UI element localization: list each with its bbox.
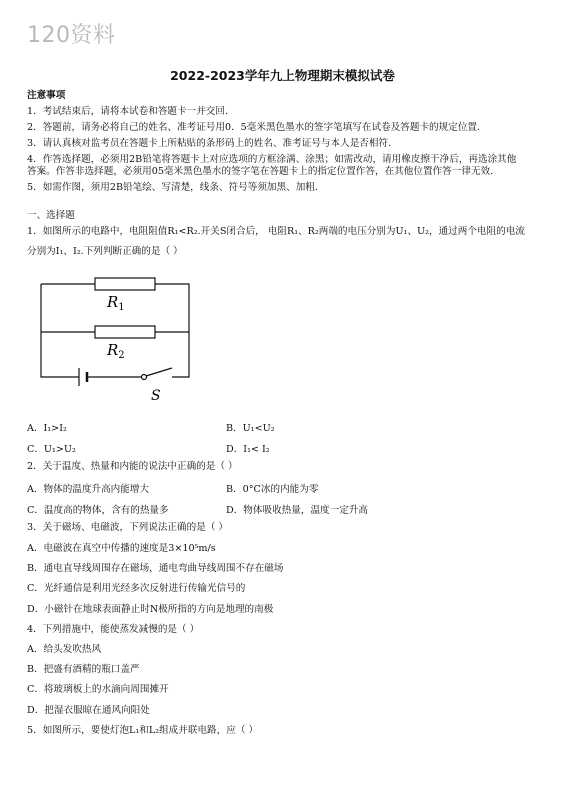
switch-contact — [142, 375, 147, 380]
notice-heading: 注意事项 — [27, 90, 66, 101]
section-heading: 一、选择题 — [27, 210, 75, 221]
q4-option-b: B．把盛有酒精的瓶口盖严 — [27, 664, 140, 675]
circuit-wire-left — [41, 284, 79, 377]
q1-stem-line1: 1．如图所示的电路中，电阻阻值R₁<R₂.开关S闭合后， 电阻R₁、R₂两端的电压分别为U₁、U₂，通过两个电阻的电流 — [27, 226, 525, 237]
resistor-r2 — [95, 326, 155, 338]
q1-option-b: B．U₁<U₂ — [226, 423, 275, 434]
switch-label: S — [151, 388, 161, 404]
watermark: 120资料 — [27, 23, 116, 48]
q1-option-d: D．I₁< I₂ — [226, 444, 270, 455]
notice-item: 1．考试结束后，请将本试卷和答题卡一并交回. — [27, 106, 229, 117]
notice-item: 2．答题前，请务必将自己的姓名、准考证号用0．5毫米黑色墨水的签字笔填写在试卷及答题卡的规定位置. — [27, 122, 481, 133]
q1-stem-line2: 分别为I₁、I₂.下列判断正确的是（ ） — [27, 246, 183, 257]
resistor-r1 — [95, 278, 155, 290]
q3-option-c: C．光纤通信是利用光经多次反射进行传输光信号的 — [27, 583, 246, 594]
q2-option-a: A．物体的温度升高内能增大 — [27, 484, 150, 495]
q4-option-d: D．把湿衣服晾在通风向阳处 — [27, 705, 150, 716]
q3-stem: 3．关于磁场、电磁波，下列说法正确的是（ ） — [27, 522, 229, 533]
q2-stem: 2．关于温度、热量和内能的说法中正确的是（ ） — [27, 461, 238, 472]
notice-item: 3．请认真核对监考员在答题卡上所粘贴的条形码上的姓名、准考证号与本人是否相符. — [27, 138, 392, 149]
q2-option-c: C．温度高的物体，含有的热量多 — [27, 505, 169, 516]
circuit-diagram — [37, 274, 197, 406]
q3-option-d: D．小磁针在地球表面静止时N极所指的方向是地理的南极 — [27, 604, 274, 615]
q2-option-b: B．0°C冰的内能为零 — [226, 484, 319, 495]
notice-item: 4．作答选择题，必须用2B铅笔将答题卡上对应选项的方框涂满、涂黑；如需改动，请用橡皮擦干净后，再选涂其他 — [27, 154, 517, 165]
q4-option-c: C．将玻璃板上的水滴向周围摊开 — [27, 684, 169, 695]
q4-option-a: A．给头发吹热风 — [27, 644, 102, 655]
q5-stem: 5．如图所示，要使灯泡L₁和L₂组成并联电路，应（ ） — [27, 725, 259, 736]
q2-option-d: D．物体吸收热量，温度一定升高 — [226, 505, 369, 516]
q1-option-a: A．I₁>I₂ — [27, 423, 67, 434]
page-title: 2022-2023学年九上物理期末模拟试卷 — [170, 68, 395, 83]
r1-label: $R_1$ — [107, 293, 125, 313]
q3-option-a: A．电磁波在真空中传播的速度是3×10⁵m/s — [27, 543, 216, 554]
switch-lever — [146, 368, 172, 376]
q3-option-b: B．通电直导线周围存在磁场，通电弯曲导线周围不存在磁场 — [27, 563, 284, 574]
notice-item: 5．如需作图，须用2B铅笔绘、写清楚，线条、符号等须加黑、加粗. — [27, 182, 318, 193]
notice-item: 答案。作答非选择题，必须用05毫米黑色墨水的签字笔在答题卡上的指定位置作答，在其他位置作答一律无效. — [27, 166, 494, 177]
q1-option-c: C．U₁>U₂ — [27, 444, 76, 455]
q4-stem: 4．下列措施中，能使蒸发减慢的是（ ） — [27, 624, 200, 635]
r2-label: $R_2$ — [107, 341, 125, 361]
